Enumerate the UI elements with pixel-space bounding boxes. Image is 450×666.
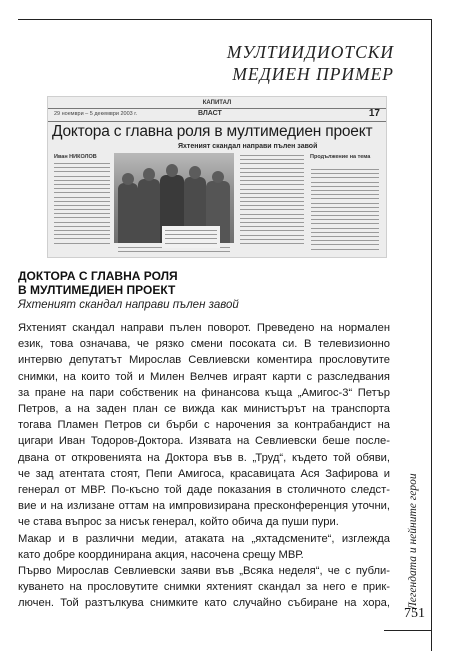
article-title-line-1: ДОКТОРА С ГЛАВНА РОЛЯ xyxy=(18,269,178,283)
body-line: Яхтеният скандал направи пълен поворот. Преведено на нормален xyxy=(18,322,390,334)
body-line: че зад атентата стоят, Пепи Амигоса, красавицата Ася Зафирова и xyxy=(18,467,390,480)
clipping-text-column-1 xyxy=(54,163,110,247)
body-line: вие и на излизане оттам на импровизирана пресконференция уточни, xyxy=(18,500,390,513)
clipping-photo-caption xyxy=(162,226,220,248)
body-line: генерал от МВР. По-късно той даде показания в столичното следст- xyxy=(18,484,390,497)
body-line: лючен. Той разтълкува снимките като случайно събиране на хора, xyxy=(18,597,390,610)
body-line: Макар и в различни медии, атаката на „яхтадсмените“, изглежда xyxy=(18,532,390,545)
page-number-rule xyxy=(384,630,431,631)
body-line: Петров, а на заден план се вижда как министърът на транспорта xyxy=(18,403,390,416)
clipping-subheadline: Яхтеният скандал направи пълен завой xyxy=(178,143,318,150)
running-heading-line-2: МЕДИЕН ПРИМЕР xyxy=(232,64,394,84)
vertical-side-caption: Легендата и нейните герои xyxy=(407,473,419,610)
body-line: куването на прословутите снимки яхтеният скандал за него е прик- xyxy=(18,581,390,594)
clipping-date: 29 ноември – 5 декември 2003 г. xyxy=(54,111,138,117)
body-line: двана от откровенията на Доктора във в. „Труд“, където той обяви, xyxy=(18,451,390,464)
clipping-text-column-3 xyxy=(311,169,379,253)
body-line: език, това означава, че рязко смени посоката си. В телевизионно xyxy=(18,338,390,351)
clipping-side-heading: Продължение на тема xyxy=(310,154,371,160)
body-line: като добре координирана акция, насочена срещу МВР. xyxy=(18,548,304,561)
clipping-text-column-4 xyxy=(118,247,230,255)
body-line: цигари Иван Тодоров-Доктора. Изявата на Севлиевски беше после- xyxy=(18,435,390,448)
running-heading-line-1: МУЛТИИДИОТСКИ xyxy=(226,42,394,62)
clipping-section: ВЛАСТ xyxy=(198,110,222,117)
body-line: интервю депутатът Мирослав Севлиевски коментира прословутите xyxy=(18,354,390,367)
clipping-masthead: КАПИТАЛ xyxy=(202,100,232,106)
clipping-text-column-2 xyxy=(240,155,304,247)
body-line: Първо Мирослав Севлиевски заяви във „Всяка неделя“, че с публи- xyxy=(18,565,390,578)
clipping-byline: Иван НИКОЛОВ xyxy=(54,154,97,160)
article-title-line-2: В МУЛТИМЕДИЕН ПРОЕКТ xyxy=(18,283,176,297)
top-rule xyxy=(18,19,431,20)
article-body xyxy=(18,320,390,612)
body-line: снимки, на които той и Милен Велчев играят карти с разследвания xyxy=(18,370,390,383)
clipping-page-number: 17 xyxy=(368,108,380,119)
body-line: тогава Пламен Петров си бърби с нарочения за контрабандист на xyxy=(18,419,390,432)
clipping-header-bar xyxy=(48,108,386,122)
page-number: 751 xyxy=(404,606,425,621)
body-line: че става въпрос за нисък генерал, който обича да пуши пури. xyxy=(18,516,339,529)
newspaper-clipping xyxy=(47,96,387,258)
clipping-headline: Доктора с главна роля в мултимедиен проект xyxy=(52,123,373,140)
article-title xyxy=(18,269,358,297)
article-subtitle: Яхтеният скандал направи пълен завой xyxy=(18,299,239,311)
body-line: за пране на пари собственик на финансова къща „Амигос-3“ Петър xyxy=(18,386,390,399)
running-heading xyxy=(174,41,394,85)
right-rule xyxy=(431,19,432,651)
